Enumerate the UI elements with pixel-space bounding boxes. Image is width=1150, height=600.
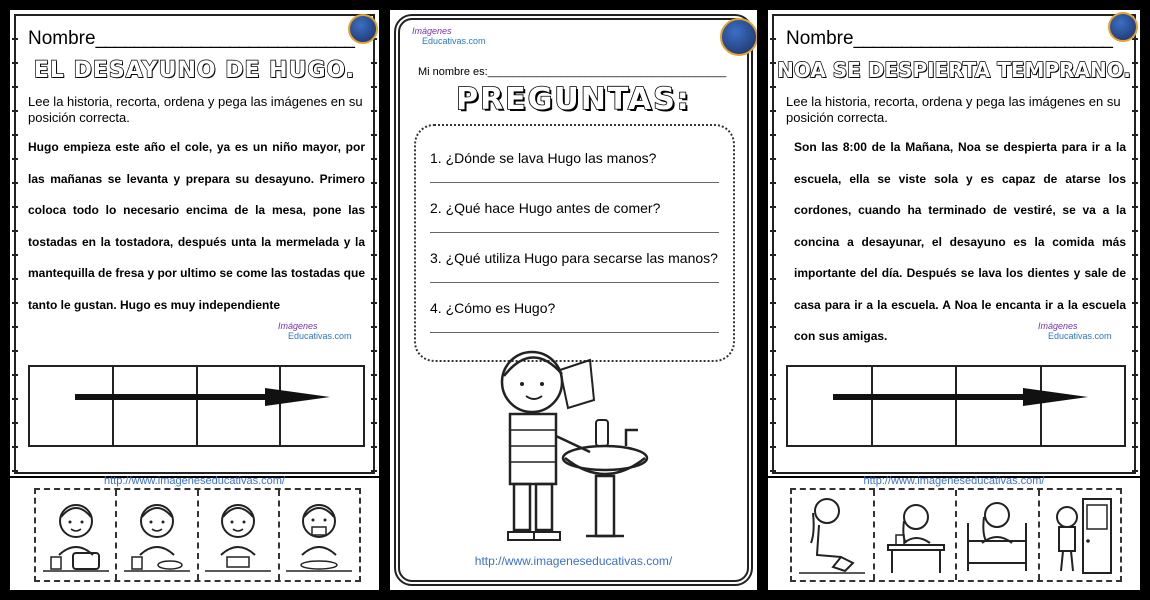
boy-table-icon (122, 495, 192, 575)
instructions: Lee la historia, recorta, ordena y pega las imágenes en su posición correcta. (28, 94, 363, 125)
cutout-card[interactable] (117, 490, 198, 580)
girl-door-icon (1045, 493, 1115, 577)
name-label: Mi nombre es: (418, 66, 488, 78)
question-item: 1. ¿Dónde se lava Hugo las manos? (430, 150, 719, 183)
logo-badge-icon (720, 18, 757, 56)
girl-breakfast-icon (880, 493, 950, 577)
cutout-card[interactable] (36, 490, 117, 580)
girl-tying-shoes-icon (797, 493, 867, 577)
website-url[interactable]: http://www.imageneseducativas.com/ (863, 475, 1045, 487)
page-title: NOA SE DESPIERTA TEMPRANO. (777, 58, 1131, 82)
cutout-card[interactable] (280, 490, 359, 580)
worksheet-hugo-breakfast (10, 10, 379, 590)
cutout-card[interactable] (199, 490, 280, 580)
website-url[interactable]: http://www.imageneseducativas.com/ (104, 475, 285, 487)
story-text: Hugo empieza este año el cole, ya es un niño mayor, por las mañanas se levanta y prepara su desayuno. Primero coloca todo lo necesario encima de la mesa, pone las tostadas en la tostadora, después unta la mermelada y la mantequilla de fresa y por ultimo se come las tostadas que tanto le gustan. Hugo es muy independiente (28, 140, 365, 312)
name-blank: _______________________________________ (487, 66, 727, 78)
boy-eating-icon (284, 495, 354, 575)
name-label: Nombre (28, 28, 96, 49)
questions-box (414, 124, 735, 362)
answer-line[interactable] (430, 332, 719, 333)
cutout-card[interactable] (875, 490, 958, 580)
answer-line[interactable] (430, 282, 719, 283)
question-item: 3. ¿Qué utiliza Hugo para secarse las manos? (430, 250, 719, 283)
boy-toaster-icon (41, 495, 111, 575)
brand-logo: Imágenes Educativas.com (1038, 321, 1112, 341)
instructions: Lee la historia, recorta, ordena y pega las imágenes en su posición correcta. (786, 94, 1121, 125)
story-text: Son las 8:00 de la Mañana, Noa se despierta para ir a la escuela, ella se viste sola y es capaz de atarse los cordones, cuando ha terminado de vestiré, se va a la concina a desayunar, el desayuno es la comida más importante del día. Después se lava los dientes y sale de casa para ir a la escuela. A Noa le encanta ir a la escuela con sus amigas. (794, 140, 1126, 343)
page-title: EL DESAYUNO DE HUGO. (33, 58, 356, 83)
brand-logo: Imágenes Educativas.com (412, 26, 486, 46)
cutout-cards (34, 488, 361, 582)
page-title: PREGUNTAS: (456, 82, 691, 117)
name-label: Nombre (786, 28, 854, 49)
boy-washing-hands-icon (490, 340, 660, 550)
girl-bed-icon (962, 493, 1032, 577)
answer-line[interactable] (430, 232, 719, 233)
name-blank: ___________________________ (95, 28, 354, 49)
logo-badge-icon (1108, 12, 1138, 42)
cutout-card[interactable] (1040, 490, 1121, 580)
cutout-cards (790, 488, 1122, 582)
cutout-card[interactable] (957, 490, 1040, 580)
boy-spreading-icon (203, 495, 273, 575)
name-field[interactable] (28, 28, 354, 50)
question-item: 2. ¿Qué hace Hugo antes de comer? (430, 200, 719, 233)
worksheet-noa-wakes-up (768, 10, 1140, 590)
cutout-card[interactable] (792, 490, 875, 580)
question-item: 4. ¿Cómo es Hugo? (430, 300, 719, 333)
name-field[interactable] (418, 66, 726, 78)
sequence-arrow-icon (75, 386, 330, 408)
answer-line[interactable] (430, 182, 719, 183)
name-blank: ___________________________ (853, 28, 1112, 49)
name-field[interactable] (786, 28, 1112, 50)
worksheet-questions (390, 10, 757, 590)
brand-logo: Imágenes Educativas.com (278, 321, 352, 341)
website-url[interactable]: http://www.imageneseducativas.com/ (474, 554, 673, 568)
sequence-arrow-icon (833, 386, 1088, 408)
